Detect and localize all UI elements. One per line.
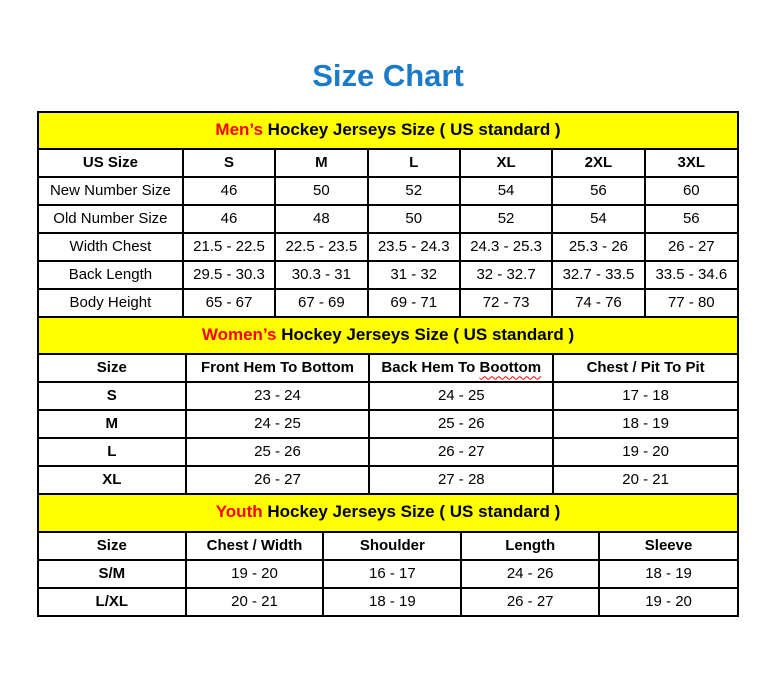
table-cell: 67 - 69: [275, 289, 367, 316]
header-row: [39, 355, 737, 382]
row-label: Old Number Size: [39, 205, 183, 233]
column-header: S: [183, 150, 275, 177]
table-cell: 24 - 25: [369, 382, 553, 410]
column-header: 3XL: [645, 150, 737, 177]
column-header: US Size: [39, 150, 183, 177]
table-cell: 60: [645, 177, 737, 205]
table-cell: 24 - 26: [461, 560, 599, 588]
table-cell: 18 - 19: [323, 588, 461, 615]
table-row: [39, 410, 737, 438]
column-header: M: [275, 150, 367, 177]
table-cell: 26 - 27: [645, 233, 737, 261]
table-cell: 74 - 76: [552, 289, 644, 316]
table-cell: 29.5 - 30.3: [183, 261, 275, 289]
row-label: S/M: [39, 560, 186, 588]
table-row: [39, 289, 737, 316]
table-cell: 22.5 - 23.5: [275, 233, 367, 261]
column-header: Size: [39, 355, 186, 382]
mens-size-table: [39, 150, 737, 316]
youth-table-banner: [39, 493, 737, 532]
table-cell: 20 - 21: [553, 466, 737, 493]
table-cell: 72 - 73: [460, 289, 552, 316]
table-cell: 32 - 32.7: [460, 261, 552, 289]
column-header: Shoulder: [323, 533, 461, 560]
table-cell: 65 - 67: [183, 289, 275, 316]
table-cell: 25.3 - 26: [552, 233, 644, 261]
row-label: XL: [39, 466, 186, 493]
column-header: Length: [461, 533, 599, 560]
table-row: [39, 261, 737, 289]
table-row: [39, 438, 737, 466]
column-header: Chest / Pit To Pit: [553, 355, 737, 382]
mens-banner-text: Hockey Jerseys Size ( US standard ): [262, 119, 561, 139]
table-cell: 27 - 28: [369, 466, 553, 493]
womens-banner-highlight: Women’s: [201, 325, 277, 345]
table-cell: 77 - 80: [645, 289, 737, 316]
table-cell: 32.7 - 33.5: [552, 261, 644, 289]
table-cell: 54: [552, 205, 644, 233]
table-row: [39, 177, 737, 205]
row-label: Width Chest: [39, 233, 183, 261]
youth-size-table: [39, 533, 737, 615]
table-cell: 25 - 26: [186, 438, 370, 466]
table-cell: 24 - 25: [186, 410, 370, 438]
table-cell: 30.3 - 31: [275, 261, 367, 289]
page-title: Size Chart: [312, 58, 464, 93]
mens-banner-highlight: Men’s: [215, 119, 263, 139]
table-cell: 46: [183, 205, 275, 233]
misspelled-word: Boottom: [479, 359, 542, 377]
row-label: S: [39, 382, 186, 410]
row-label: Back Length: [39, 261, 183, 289]
table-cell: 19 - 20: [186, 560, 324, 588]
row-label: Body Height: [39, 289, 183, 316]
row-label: L: [39, 438, 186, 466]
table-row: [39, 560, 737, 588]
table-cell: 16 - 17: [323, 560, 461, 588]
column-header: 2XL: [552, 150, 644, 177]
table-cell: 26 - 27: [461, 588, 599, 615]
column-header: Chest / Width: [186, 533, 324, 560]
table-cell: 50: [368, 205, 460, 233]
womens-size-table: [39, 355, 737, 493]
mens-table-banner: [39, 113, 737, 150]
table-row: [39, 205, 737, 233]
table-row: [39, 588, 737, 615]
column-header: XL: [460, 150, 552, 177]
column-header: L: [368, 150, 460, 177]
table-cell: 17 - 18: [553, 382, 737, 410]
table-row: [39, 382, 737, 410]
table-cell: 31 - 32: [368, 261, 460, 289]
header-row: [39, 533, 737, 560]
table-cell: 48: [275, 205, 367, 233]
header-row: [39, 150, 737, 177]
table-cell: 21.5 - 22.5: [183, 233, 275, 261]
table-cell: 19 - 20: [553, 438, 737, 466]
column-header: Front Hem To Bottom: [186, 355, 370, 382]
table-cell: 25 - 26: [369, 410, 553, 438]
table-cell: 46: [183, 177, 275, 205]
youth-banner-highlight: Youth: [215, 502, 263, 522]
table-row: [39, 466, 737, 493]
table-cell: 18 - 19: [553, 410, 737, 438]
table-cell: 56: [552, 177, 644, 205]
column-header: Size: [39, 533, 186, 560]
table-row: [39, 233, 737, 261]
table-cell: 26 - 27: [369, 438, 553, 466]
table-cell: 20 - 21: [186, 588, 324, 615]
size-chart-tables: [37, 111, 739, 617]
womens-table-banner: [39, 316, 737, 355]
table-cell: 69 - 71: [368, 289, 460, 316]
youth-banner-text: Hockey Jerseys Size ( US standard ): [262, 502, 561, 522]
column-header: Back Hem To Boottom: [369, 355, 553, 382]
table-cell: 52: [368, 177, 460, 205]
womens-banner-text: Hockey Jerseys Size ( US standard ): [276, 325, 575, 345]
row-label: L/XL: [39, 588, 186, 615]
table-cell: 26 - 27: [186, 466, 370, 493]
row-label: M: [39, 410, 186, 438]
table-cell: 19 - 20: [599, 588, 737, 615]
table-cell: 18 - 19: [599, 560, 737, 588]
table-cell: 24.3 - 25.3: [460, 233, 552, 261]
table-cell: 50: [275, 177, 367, 205]
column-header: Sleeve: [599, 533, 737, 560]
table-cell: 33.5 - 34.6: [645, 261, 737, 289]
row-label: New Number Size: [39, 177, 183, 205]
table-cell: 52: [460, 205, 552, 233]
table-cell: 56: [645, 205, 737, 233]
table-cell: 23.5 - 24.3: [368, 233, 460, 261]
table-cell: 54: [460, 177, 552, 205]
table-cell: 23 - 24: [186, 382, 370, 410]
